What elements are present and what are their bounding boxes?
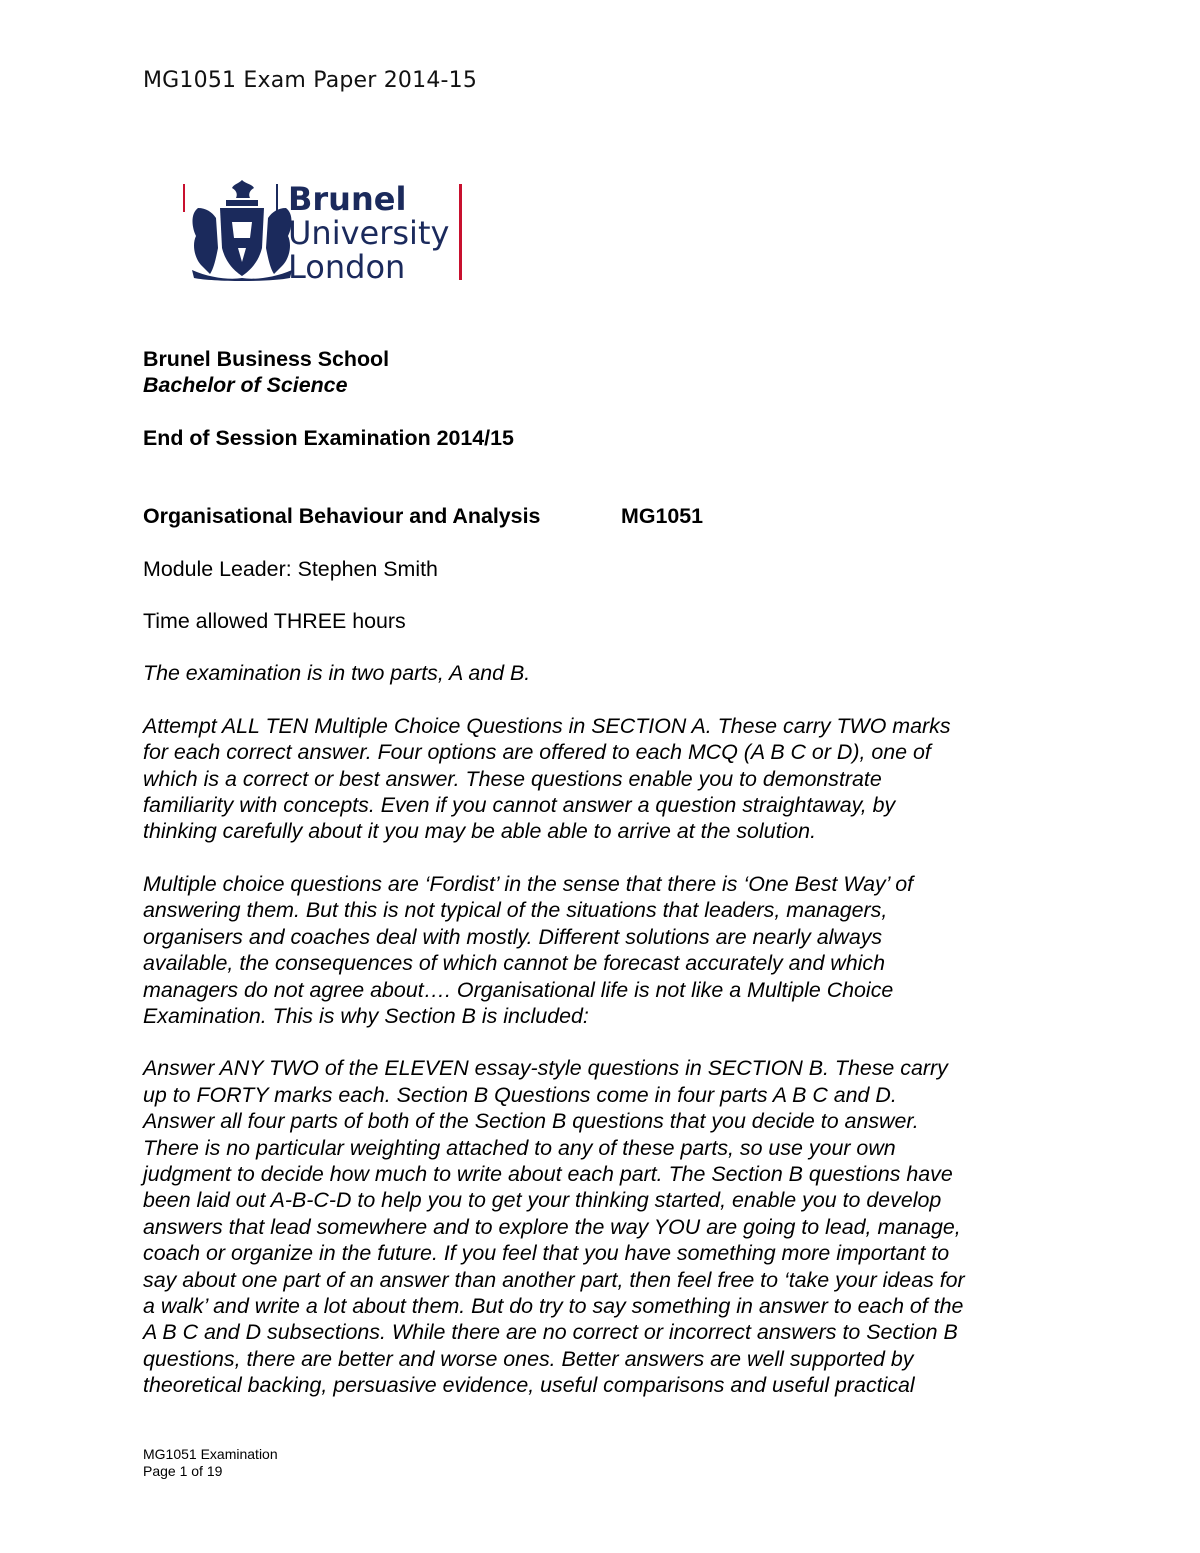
text-line: There is no particular weighting attached to any of these parts, so use your own bbox=[143, 1135, 896, 1160]
text-line: Multiple choice questions are ‘Fordist’ in the sense that there is ‘One Best Way’ of bbox=[143, 871, 914, 896]
text-line: been laid out A-B-C-D to help you to get your thinking started, enable you to develop bbox=[143, 1188, 942, 1213]
page-number: Page 1 of 19 bbox=[143, 1463, 223, 1479]
section-a-instructions bbox=[143, 713, 1073, 845]
text-line: thinking carefully about it you may be able able to arrive at the solution. bbox=[143, 819, 817, 844]
school-name: Brunel Business School bbox=[143, 347, 390, 371]
text-line: managers do not agree about…. Organisational life is not like a Multiple Choice bbox=[143, 977, 894, 1002]
module-name: Organisational Behaviour and Analysis bbox=[143, 504, 541, 529]
module-leader: Module Leader: Stephen Smith bbox=[143, 556, 438, 581]
text-line: available, the consequences of which cannot be forecast accurately and which bbox=[143, 951, 885, 976]
intro-text: The examination is in two parts, A and B. bbox=[143, 661, 531, 686]
text-line: questions, there are better and worse ones. Better answers are well supported by bbox=[143, 1346, 914, 1371]
logo-line-3: London bbox=[288, 248, 406, 282]
text-line: a walk’ and write a lot about them. But do try to say something in answer to each of the bbox=[143, 1293, 964, 1318]
page-header: MG1051 Exam Paper 2014-15 bbox=[143, 68, 478, 93]
text-line: organisers and coaches deal with mostly. Different solutions are nearly always bbox=[143, 924, 883, 949]
text-line: up to FORTY marks each. Section B Questions come in four parts A B C and D. bbox=[143, 1082, 897, 1107]
text-line: theoretical backing, persuasive evidence, useful comparisons and useful practical bbox=[143, 1373, 915, 1398]
logo-line-1: Brunel bbox=[288, 180, 407, 218]
text-line: coach or organize in the future. If you feel that you have something more important to bbox=[143, 1241, 950, 1266]
text-line: Examination. This is why Section B is included: bbox=[143, 1003, 589, 1028]
text-line: judgment to decide how much to write about each part. The Section B questions have bbox=[143, 1161, 953, 1186]
brunel-logo bbox=[180, 178, 470, 282]
text-line: Answer ANY TWO of the ELEVEN essay-style questions in SECTION B. These carry bbox=[143, 1056, 948, 1081]
document-body bbox=[143, 346, 1073, 1399]
text-line: for each correct answer. Four options are offered to each MCQ (A B C or D), one of bbox=[143, 740, 931, 765]
text-line: answering them. But this is not typical of the situations that leaders, managers, bbox=[143, 898, 888, 923]
text-line: answers that lead somewhere and to explore the way YOU are going to lead, manage, bbox=[143, 1214, 961, 1239]
module-code: MG1051 bbox=[621, 504, 704, 529]
text-line: Attempt ALL TEN Multiple Choice Questions in SECTION A. These carry TWO marks bbox=[143, 713, 951, 738]
degree-name: Bachelor of Science bbox=[143, 373, 348, 398]
footer-title: MG1051 Examination bbox=[143, 1446, 278, 1462]
text-line: familiarity with concepts. Even if you cannot answer a question straightaway, by bbox=[143, 793, 896, 818]
text-line: A B C and D subsections. While there are no correct or incorrect answers to Section B bbox=[143, 1320, 958, 1345]
text-line: Answer all four parts of both of the Section B questions that you decide to answer. bbox=[143, 1109, 919, 1134]
page-footer bbox=[143, 1446, 278, 1480]
text-line: say about one part of an answer than another part, then feel free to ‘take your ideas for bbox=[143, 1267, 965, 1292]
text-line: which is a correct or best answer. These questions enable you to demonstrate bbox=[143, 766, 882, 791]
module-row bbox=[143, 503, 1073, 529]
exam-title: End of Session Examination 2014/15 bbox=[143, 425, 514, 450]
logo-line-2: University bbox=[288, 214, 450, 252]
section-b-instructions bbox=[143, 1055, 1073, 1398]
time-allowed: Time allowed THREE hours bbox=[143, 609, 406, 634]
multiple-choice-note bbox=[143, 871, 1073, 1029]
